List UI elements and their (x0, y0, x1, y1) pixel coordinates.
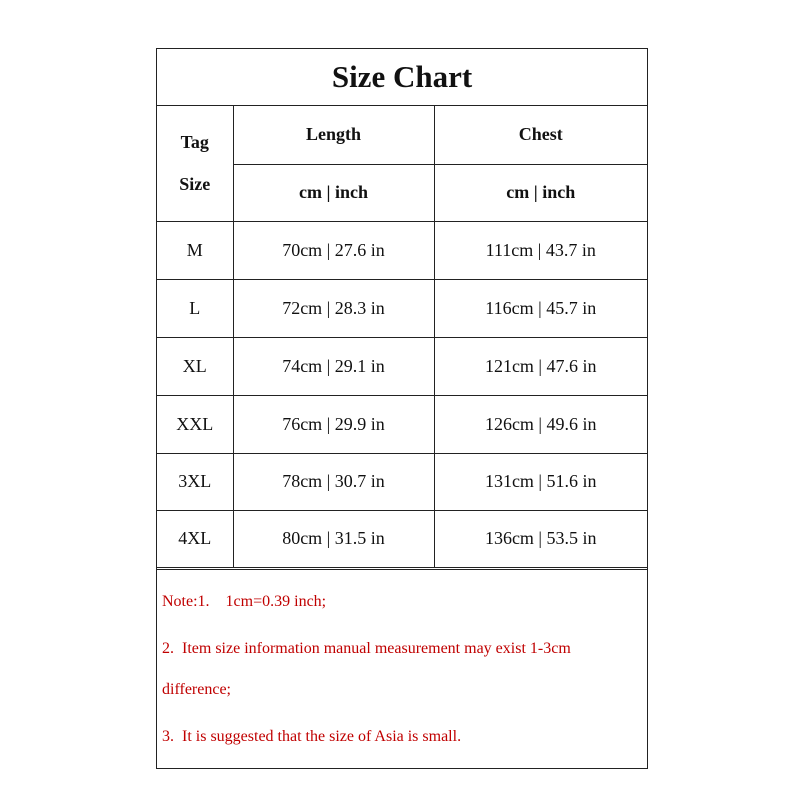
size-cell: 3XL (157, 453, 233, 510)
table-row (157, 453, 647, 510)
tag-label: Tag (180, 132, 209, 153)
notes-section (157, 569, 647, 769)
chest-cell: 121cm | 47.6 in (434, 337, 647, 395)
chest-units: cm | inch (434, 164, 647, 221)
size-cell: XXL (157, 395, 233, 453)
chest-header: Chest (434, 106, 647, 164)
note-line: 2. Item size information manual measurement may exist 1-3cm (162, 640, 571, 657)
chest-cell: 136cm | 53.5 in (434, 510, 647, 567)
length-cell: 80cm | 31.5 in (233, 510, 434, 567)
length-header: Length (233, 106, 434, 164)
chart-title: Size Chart (157, 49, 647, 106)
table-row (157, 337, 647, 395)
table-row (157, 395, 647, 453)
length-cell: 70cm | 27.6 in (233, 221, 434, 279)
note-line: 3. It is suggested that the size of Asia is small. (162, 728, 462, 745)
size-table (157, 106, 647, 568)
chest-cell: 126cm | 49.6 in (434, 395, 647, 453)
length-units: cm | inch (233, 164, 434, 221)
table-row (157, 510, 647, 567)
tag-size-header (157, 106, 233, 221)
length-cell: 72cm | 28.3 in (233, 279, 434, 337)
table-row (157, 221, 647, 279)
chest-cell: 116cm | 45.7 in (434, 279, 647, 337)
size-cell: M (157, 221, 233, 279)
chest-cell: 111cm | 43.7 in (434, 221, 647, 279)
table-row (157, 279, 647, 337)
size-cell: L (157, 279, 233, 337)
chest-cell: 131cm | 51.6 in (434, 453, 647, 510)
header-row (157, 106, 647, 164)
size-cell: XL (157, 337, 233, 395)
length-cell: 74cm | 29.1 in (233, 337, 434, 395)
length-cell: 78cm | 30.7 in (233, 453, 434, 510)
note-line: difference; (162, 681, 231, 698)
size-chart (156, 48, 648, 769)
length-cell: 76cm | 29.9 in (233, 395, 434, 453)
size-label: Size (179, 174, 211, 195)
size-cell: 4XL (157, 510, 233, 567)
note-line: Note:1. 1cm=0.39 inch; (162, 593, 327, 610)
